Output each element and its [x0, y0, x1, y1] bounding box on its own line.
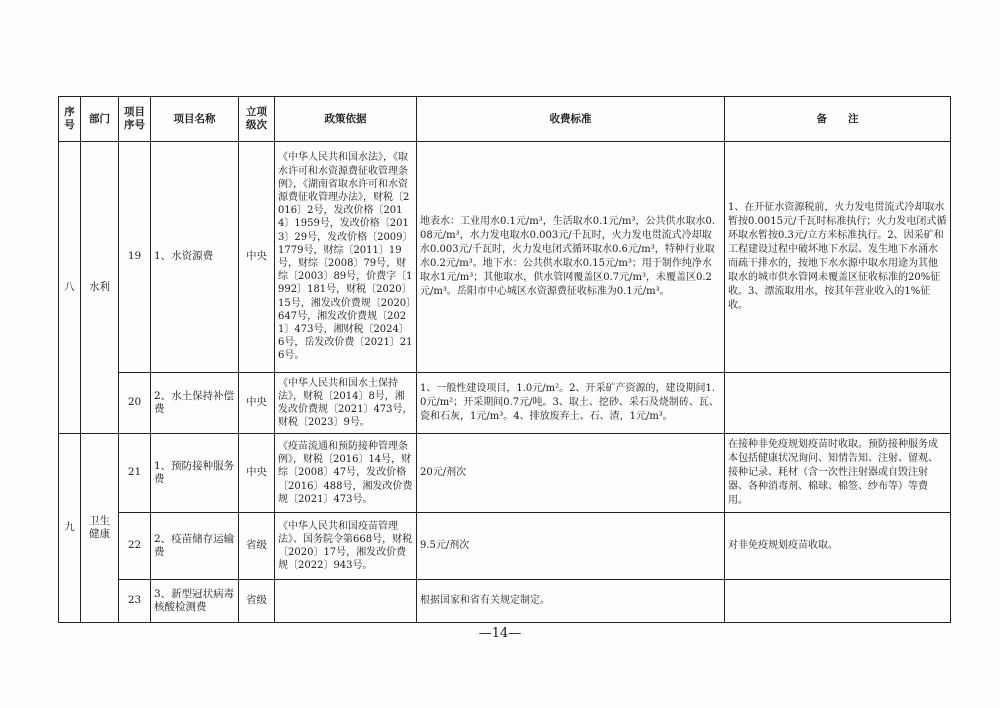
row-seq: 九 [59, 434, 81, 623]
page-number: —14— [478, 626, 522, 641]
row-policy [275, 580, 417, 623]
table-row [59, 142, 951, 373]
header-level: 立项级次 [239, 97, 275, 142]
fee-table [58, 96, 951, 623]
row-item-seq: 20 [119, 373, 151, 434]
row-policy: 《疫苗流通和预防接种管理条例》，财税〔2016〕14号，财综〔2008〕47号，发改价格〔2016〕488号，湘发改价费规〔2021〕473号。 [275, 434, 417, 513]
row-note: 对非免疫规划疫苗收取。 [725, 513, 951, 580]
table-header-row [59, 97, 951, 142]
header-item-seq: 项目序号 [119, 97, 151, 142]
table-row [59, 580, 951, 623]
row-policy: 《中华人民共和国水法》，《取水许可和水资源费征收管理条例》，《湖南省取水许可和水资源费征收管理办法》，财税〔2016〕2号，发改价格〔2014〕1959号，发改价格〔2013〕29号，发改价格〔2009〕1779号，财综〔2011〕19号，财综〔2008〕79号，财综〔2003〕89号，价费字〔1992〕181号，财税〔2020〕15号，湘发改价费规〔2020〕647号，湘发改价费规〔2021〕473号，湘财税〔2024〕6号，岳发改价费〔2021〕216号。 [275, 142, 417, 373]
row-item-seq: 19 [119, 142, 151, 373]
header-seq: 序号 [59, 97, 81, 142]
header-dept: 部门 [81, 97, 119, 142]
row-dept: 水利 [81, 142, 119, 434]
row-item-name: 3、新型冠状病毒核酸检测费 [151, 580, 239, 623]
row-item-seq: 21 [119, 434, 151, 513]
row-level: 中央 [239, 142, 275, 373]
table-row [59, 373, 951, 434]
row-dept: 卫生健康 [81, 434, 119, 623]
row-standard: 地表水：工业用水0.1元/m³，生活取水0.1元/m³，公共供水取水0.08元/m³，水力发电取水0.003元/千瓦时，火力发电贯流式冷却取水0.003元/千瓦时，火力发电闭式循环取水0.6元/m³，特种行业取水0.2元/m³。地下水：公共供水取水0.15元/m³；用于制作纯净水取水1元/m³；其他取水，供水管网覆盖区0.7元/m³，未覆盖区0.2元/m³。岳阳市中心城区水资源费征收标准为0.1元/m³。 [417, 142, 725, 373]
header-policy: 政策依据 [275, 97, 417, 142]
table-row [59, 434, 951, 513]
row-note [725, 373, 951, 434]
row-level: 省级 [239, 580, 275, 623]
header-item-name: 项目名称 [151, 97, 239, 142]
row-policy: 《中华人民共和国水土保持法》，财税〔2014〕8号，湘发改价费规〔2021〕473号，财税〔2023〕9号。 [275, 373, 417, 434]
row-level: 中央 [239, 373, 275, 434]
row-note [725, 580, 951, 623]
row-note: 1、在开征水资源税前，火力发电贯流式冷却取水暂按0.0015元/千瓦时标准执行；火力发电闭式循环取水暂按0.3元/立方米标准执行。2、因采矿和工程建设过程中破坏地下水层、发生地下水涌水而疏干排水的，按地下水水源中取水用途为其他取水的城市供水管网未覆盖区征收标准的20%征收。3、漂流取用水，按其年营业收入的1%征收。 [725, 142, 951, 373]
row-standard: 根据国家和省有关规定制定。 [417, 580, 725, 623]
row-standard: 1、一般性建设项目，1.0元/m²。2、开采矿产资源的，建设期间1.0元/m²；开采期间0.7元/吨。3、取土、挖砂、采石及烧制砖、瓦、瓷和石灰，1元/m³。4、排放废弃土、石、渣，1元/m³。 [417, 373, 725, 434]
row-item-name: 2、水土保持补偿费 [151, 373, 239, 434]
row-standard: 20元/剂次 [417, 434, 725, 513]
row-item-name: 1、预防接种服务费 [151, 434, 239, 513]
row-note: 在接种非免疫规划疫苗时收取。预防接种服务成本包括健康状况询问、知情告知、注射、留观、接种记录、耗材（含一次性注射器或自毁注射器、各种消毒剂、棉球、棉签、纱布等）等费用。 [725, 434, 951, 513]
table-row [59, 513, 951, 580]
header-standard: 收费标准 [417, 97, 725, 142]
row-item-seq: 23 [119, 580, 151, 623]
header-note: 备 注 [725, 97, 951, 142]
row-seq: 八 [59, 142, 81, 434]
row-level: 省级 [239, 513, 275, 580]
row-standard: 9.5元/剂次 [417, 513, 725, 580]
row-item-name: 1、水资源费 [151, 142, 239, 373]
row-policy: 《中华人民共和国疫苗管理法》、国务院令第668号，财税〔2020〕17号，湘发改价费规〔2022〕943号。 [275, 513, 417, 580]
row-item-name: 2、疫苗储存运输费 [151, 513, 239, 580]
row-level: 中央 [239, 434, 275, 513]
row-item-seq: 22 [119, 513, 151, 580]
